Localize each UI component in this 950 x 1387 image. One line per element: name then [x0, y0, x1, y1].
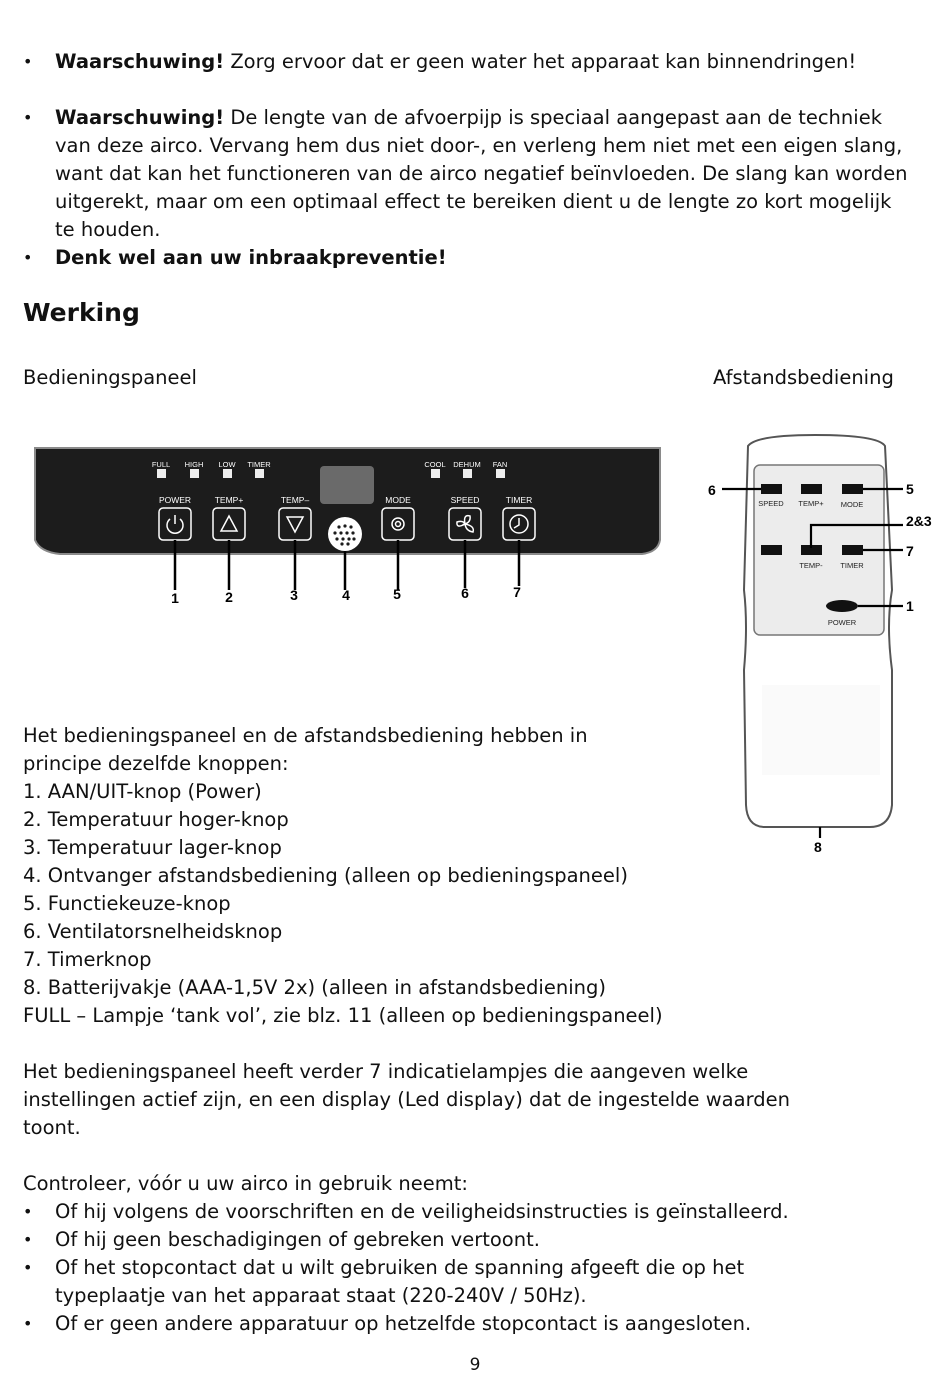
bullet-dot: • [23, 108, 33, 127]
remote-label-text: SPEED [758, 499, 784, 508]
list-item: 7. Timerknop [23, 948, 152, 971]
remote-label-text: POWER [827, 618, 857, 627]
remote-callout: 5 [906, 481, 914, 497]
remote-label-text: MODE [840, 500, 864, 509]
led-low-icon [223, 469, 232, 478]
led-label: HIGH [184, 460, 204, 469]
remote-blank-button [761, 545, 782, 555]
list-item: 1. AAN/UIT-knop (Power) [23, 780, 262, 803]
warning-text: De lengte van de afvoerpijp is speciaal aangepast aan de techniek van deze airco. Vervang hem dus niet door-, en verleng hem niet met een eigen slang, want dat kan het functioneren van de airco negatief beïnvloeden. De slang kan worden uitgerekt, maar om een optimaal effect te bereiken dient u de lengte zo kort mogelijk te houden. [55, 106, 908, 241]
remote-mode-button [842, 484, 863, 494]
panel-label: Bedieningspaneel [23, 366, 197, 389]
list-item: 2. Temperatuur hoger-knop [23, 808, 289, 831]
control-panel-illustration [30, 440, 670, 615]
led-fan-icon [496, 469, 505, 478]
warning-text: Zorg ervoor dat er geen water het apparaat kan binnendringen! [224, 50, 857, 73]
bullet-dot: • [23, 248, 33, 267]
button-label: TEMP– [280, 495, 310, 505]
warning-bullet-2 [23, 104, 923, 244]
warning-label: Waarschuwing! [55, 50, 225, 73]
bullet-dot: • [23, 1314, 33, 1333]
remote-timer-button [842, 545, 863, 555]
remote-callout: 1 [906, 598, 914, 614]
remote-callout: 7 [906, 543, 914, 559]
paragraph-line: instellingen actief zijn, en een display (Led display) dat de ingestelde waarden [23, 1088, 790, 1111]
check-bullet [23, 1310, 923, 1338]
check-bullet [23, 1254, 923, 1310]
callout-number: 3 [290, 587, 298, 603]
list-item: 3. Temperatuur lager-knop [23, 836, 282, 859]
led-display [320, 466, 374, 504]
led-label: COOL [424, 460, 446, 469]
list-item: FULL – Lampje ‘tank vol’, zie blz. 11 (alleen op bedieningspaneel) [23, 1004, 663, 1027]
check-bullet-text: Of er geen andere apparatuur op hetzelfde stopcontact is aangesloten. [55, 1312, 752, 1335]
section-heading: Werking [23, 298, 140, 327]
led-timer-icon [255, 469, 264, 478]
check-intro: Controleer, vóór u uw airco in gebruik neemt: [23, 1172, 468, 1195]
led-full-icon [157, 469, 166, 478]
receiver-icon [328, 517, 362, 551]
led-cool-icon [431, 469, 440, 478]
burglary-warning: Denk wel aan uw inbraakpreventie! [55, 246, 447, 269]
list-item: 8. Batterijvakje (AAA-1,5V 2x) (alleen in afstandsbediening) [23, 976, 606, 999]
led-high-icon [190, 469, 199, 478]
callout-number: 7 [513, 584, 521, 600]
led-label: TIMER [247, 460, 271, 469]
remote-label-text: TEMP+ [798, 499, 824, 508]
callout-number: 5 [393, 586, 401, 602]
remote-callout: 6 [708, 482, 716, 498]
remote-speed-button [761, 484, 782, 494]
list-item: 6. Ventilatorsnelheidsknop [23, 920, 283, 943]
callout-number: 4 [342, 587, 350, 603]
led-dehum-icon [463, 469, 472, 478]
button-label: SPEED [450, 495, 480, 505]
intro-line-1: Het bedieningspaneel en de afstandsbediening hebben in [23, 724, 588, 747]
paragraph-line: toont. [23, 1116, 81, 1139]
list-item: 4. Ontvanger afstandsbediening (alleen op bedieningspaneel) [23, 864, 628, 887]
warning-bullet-3 [23, 244, 923, 272]
button-label: POWER [158, 495, 192, 505]
page-number: 9 [469, 1355, 481, 1375]
check-bullet [23, 1198, 923, 1226]
led-label: DEHUM [453, 460, 481, 469]
remote-callout: 2&3 [906, 513, 932, 529]
callout-number: 2 [225, 589, 233, 605]
remote-label: Afstandsbediening [713, 366, 894, 389]
remote-callout: 8 [814, 839, 822, 855]
bullet-dot: • [23, 1230, 33, 1249]
callout-number: 1 [171, 590, 179, 606]
button-label: TEMP+ [214, 495, 244, 505]
remote-label-text: TEMP- [799, 561, 823, 570]
remote-power-button [826, 600, 858, 612]
remote-control-illustration [700, 430, 945, 860]
led-label: FULL [151, 460, 171, 469]
intro-line-2: principe dezelfde knoppen: [23, 752, 289, 775]
bullet-dot: • [23, 1202, 33, 1221]
paragraph-line: Het bedieningspaneel heeft verder 7 indicatielampjes die aangeven welke [23, 1060, 749, 1083]
warning-bullet-1 [23, 48, 923, 76]
warning-label: Waarschuwing! [55, 106, 225, 129]
callout-number: 6 [461, 585, 469, 601]
remote-label-text: TIMER [840, 561, 864, 570]
bullet-dot: • [23, 52, 33, 71]
button-label: MODE [385, 495, 411, 505]
remote-temp-up-button [801, 484, 822, 494]
led-label: FAN [492, 460, 508, 469]
list-item: 5. Functiekeuze-knop [23, 892, 231, 915]
check-bullet-text: Of hij geen beschadigingen of gebreken vertoont. [55, 1228, 540, 1251]
check-bullet [23, 1226, 923, 1254]
check-bullet-text: Of hij volgens de voorschriften en de veiligheidsinstructies is geïnstalleerd. [55, 1200, 789, 1223]
check-bullet-text: Of het stopcontact dat u wilt gebruiken de spanning afgeeft die op het typeplaatje van het apparaat staat (220-240V / 50Hz). [55, 1256, 745, 1307]
led-label: LOW [218, 460, 236, 469]
button-label: TIMER [505, 495, 533, 505]
bullet-dot: • [23, 1258, 33, 1277]
